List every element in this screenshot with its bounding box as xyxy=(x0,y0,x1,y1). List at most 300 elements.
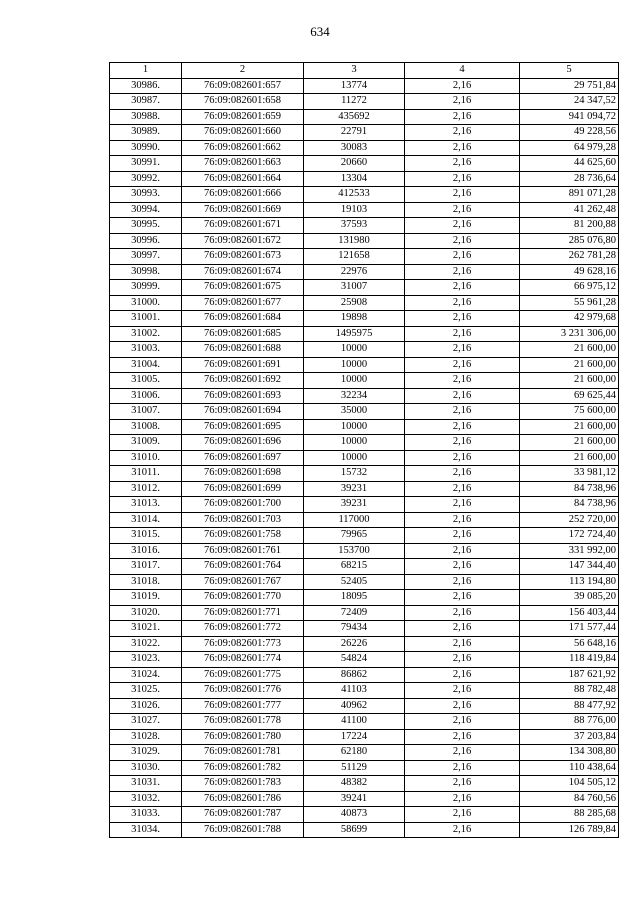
row-number-cell: 31015. xyxy=(110,528,182,544)
area-cell: 48382 xyxy=(304,776,405,792)
amount-cell: 110 438,64 xyxy=(520,760,619,776)
rate-cell: 2,16 xyxy=(405,745,520,761)
row-number-cell: 30996. xyxy=(110,233,182,249)
area-cell: 13774 xyxy=(304,78,405,94)
cadastral-number-cell: 76:09:082601:783 xyxy=(182,776,304,792)
area-cell: 25908 xyxy=(304,295,405,311)
row-number-cell: 31024. xyxy=(110,667,182,683)
row-number-cell: 31022. xyxy=(110,636,182,652)
area-cell: 13304 xyxy=(304,171,405,187)
amount-cell: 21 600,00 xyxy=(520,435,619,451)
amount-cell: 33 981,12 xyxy=(520,466,619,482)
table-row xyxy=(110,326,619,342)
area-cell: 68215 xyxy=(304,559,405,575)
row-number-cell: 31020. xyxy=(110,605,182,621)
area-cell: 79434 xyxy=(304,621,405,637)
row-number-cell: 31029. xyxy=(110,745,182,761)
table-row xyxy=(110,357,619,373)
rate-cell: 2,16 xyxy=(405,94,520,110)
row-number-cell: 31027. xyxy=(110,714,182,730)
table-row xyxy=(110,78,619,94)
rate-cell: 2,16 xyxy=(405,714,520,730)
row-number-cell: 30988. xyxy=(110,109,182,125)
amount-cell: 69 625,44 xyxy=(520,388,619,404)
table-row xyxy=(110,714,619,730)
rate-cell: 2,16 xyxy=(405,357,520,373)
column-header-2: 2 xyxy=(182,63,304,79)
area-cell: 41103 xyxy=(304,683,405,699)
area-cell: 435692 xyxy=(304,109,405,125)
rate-cell: 2,16 xyxy=(405,326,520,342)
table-row xyxy=(110,621,619,637)
area-cell: 37593 xyxy=(304,218,405,234)
amount-cell: 49 628,16 xyxy=(520,264,619,280)
cadastral-number-cell: 76:09:082601:666 xyxy=(182,187,304,203)
table-row xyxy=(110,497,619,513)
row-number-cell: 31018. xyxy=(110,574,182,590)
table-row xyxy=(110,590,619,606)
table-row xyxy=(110,140,619,156)
row-number-cell: 31004. xyxy=(110,357,182,373)
area-cell: 19898 xyxy=(304,311,405,327)
amount-cell: 88 285,68 xyxy=(520,807,619,823)
table-row xyxy=(110,807,619,823)
cadastral-number-cell: 76:09:082601:770 xyxy=(182,590,304,606)
row-number-cell: 31009. xyxy=(110,435,182,451)
row-number-cell: 30991. xyxy=(110,156,182,172)
amount-cell: 104 505,12 xyxy=(520,776,619,792)
cadastral-number-cell: 76:09:082601:786 xyxy=(182,791,304,807)
cadastral-number-cell: 76:09:082601:780 xyxy=(182,729,304,745)
table-row xyxy=(110,776,619,792)
row-number-cell: 30992. xyxy=(110,171,182,187)
cadastral-number-cell: 76:09:082601:773 xyxy=(182,636,304,652)
rate-cell: 2,16 xyxy=(405,156,520,172)
table-body xyxy=(110,78,619,838)
table-row xyxy=(110,528,619,544)
row-number-cell: 31032. xyxy=(110,791,182,807)
amount-cell: 84 760,56 xyxy=(520,791,619,807)
rate-cell: 2,16 xyxy=(405,295,520,311)
rate-cell: 2,16 xyxy=(405,450,520,466)
table-header-row xyxy=(110,63,619,79)
rate-cell: 2,16 xyxy=(405,109,520,125)
amount-cell: 81 200,88 xyxy=(520,218,619,234)
area-cell: 22976 xyxy=(304,264,405,280)
rate-cell: 2,16 xyxy=(405,636,520,652)
cadastral-number-cell: 76:09:082601:675 xyxy=(182,280,304,296)
row-number-cell: 31025. xyxy=(110,683,182,699)
cadastral-number-cell: 76:09:082601:764 xyxy=(182,559,304,575)
row-number-cell: 30998. xyxy=(110,264,182,280)
cadastral-number-cell: 76:09:082601:777 xyxy=(182,698,304,714)
row-number-cell: 30993. xyxy=(110,187,182,203)
amount-cell: 56 648,16 xyxy=(520,636,619,652)
amount-cell: 24 347,52 xyxy=(520,94,619,110)
row-number-cell: 31028. xyxy=(110,729,182,745)
table-row xyxy=(110,683,619,699)
cadastral-number-cell: 76:09:082601:658 xyxy=(182,94,304,110)
rate-cell: 2,16 xyxy=(405,807,520,823)
rate-cell: 2,16 xyxy=(405,187,520,203)
rate-cell: 2,16 xyxy=(405,202,520,218)
area-cell: 35000 xyxy=(304,404,405,420)
rate-cell: 2,16 xyxy=(405,311,520,327)
rate-cell: 2,16 xyxy=(405,822,520,838)
table-row xyxy=(110,822,619,838)
table-row xyxy=(110,218,619,234)
amount-cell: 134 308,80 xyxy=(520,745,619,761)
area-cell: 22791 xyxy=(304,125,405,141)
row-number-cell: 31034. xyxy=(110,822,182,838)
area-cell: 153700 xyxy=(304,543,405,559)
amount-cell: 113 194,80 xyxy=(520,574,619,590)
table-row xyxy=(110,419,619,435)
cadastral-number-cell: 76:09:082601:694 xyxy=(182,404,304,420)
amount-cell: 171 577,44 xyxy=(520,621,619,637)
table-row xyxy=(110,404,619,420)
area-cell: 39231 xyxy=(304,497,405,513)
amount-cell: 41 262,48 xyxy=(520,202,619,218)
cadastral-number-cell: 76:09:082601:700 xyxy=(182,497,304,513)
amount-cell: 66 975,12 xyxy=(520,280,619,296)
row-number-cell: 31008. xyxy=(110,419,182,435)
amount-cell: 21 600,00 xyxy=(520,419,619,435)
amount-cell: 147 344,40 xyxy=(520,559,619,575)
area-cell: 39241 xyxy=(304,791,405,807)
cadastral-number-cell: 76:09:082601:771 xyxy=(182,605,304,621)
amount-cell: 891 071,28 xyxy=(520,187,619,203)
table-row xyxy=(110,466,619,482)
table-row xyxy=(110,543,619,559)
area-cell: 54824 xyxy=(304,652,405,668)
row-number-cell: 31023. xyxy=(110,652,182,668)
table-row xyxy=(110,435,619,451)
row-number-cell: 31017. xyxy=(110,559,182,575)
rate-cell: 2,16 xyxy=(405,342,520,358)
cadastral-number-cell: 76:09:082601:697 xyxy=(182,450,304,466)
cadastral-number-cell: 76:09:082601:696 xyxy=(182,435,304,451)
row-number-cell: 31026. xyxy=(110,698,182,714)
table-row xyxy=(110,791,619,807)
cadastral-number-cell: 76:09:082601:693 xyxy=(182,388,304,404)
area-cell: 58699 xyxy=(304,822,405,838)
table-row xyxy=(110,636,619,652)
row-number-cell: 31003. xyxy=(110,342,182,358)
data-table xyxy=(109,62,619,838)
rate-cell: 2,16 xyxy=(405,249,520,265)
cadastral-number-cell: 76:09:082601:695 xyxy=(182,419,304,435)
cadastral-number-cell: 76:09:082601:688 xyxy=(182,342,304,358)
cadastral-number-cell: 76:09:082601:774 xyxy=(182,652,304,668)
amount-cell: 44 625,60 xyxy=(520,156,619,172)
amount-cell: 252 720,00 xyxy=(520,512,619,528)
rate-cell: 2,16 xyxy=(405,652,520,668)
rate-cell: 2,16 xyxy=(405,435,520,451)
rate-cell: 2,16 xyxy=(405,171,520,187)
area-cell: 30083 xyxy=(304,140,405,156)
amount-cell: 88 776,00 xyxy=(520,714,619,730)
area-cell: 10000 xyxy=(304,435,405,451)
area-cell: 32234 xyxy=(304,388,405,404)
amount-cell: 941 094,72 xyxy=(520,109,619,125)
amount-cell: 37 203,84 xyxy=(520,729,619,745)
rate-cell: 2,16 xyxy=(405,621,520,637)
cadastral-number-cell: 76:09:082601:699 xyxy=(182,481,304,497)
row-number-cell: 31031. xyxy=(110,776,182,792)
cadastral-number-cell: 76:09:082601:787 xyxy=(182,807,304,823)
amount-cell: 21 600,00 xyxy=(520,450,619,466)
cadastral-number-cell: 76:09:082601:758 xyxy=(182,528,304,544)
cadastral-number-cell: 76:09:082601:772 xyxy=(182,621,304,637)
amount-cell: 88 782,48 xyxy=(520,683,619,699)
table-row xyxy=(110,760,619,776)
area-cell: 51129 xyxy=(304,760,405,776)
table-row xyxy=(110,342,619,358)
cadastral-number-cell: 76:09:082601:660 xyxy=(182,125,304,141)
cadastral-number-cell: 76:09:082601:664 xyxy=(182,171,304,187)
cadastral-number-cell: 76:09:082601:703 xyxy=(182,512,304,528)
rate-cell: 2,16 xyxy=(405,419,520,435)
table-row xyxy=(110,481,619,497)
area-cell: 72409 xyxy=(304,605,405,621)
table-row xyxy=(110,171,619,187)
table-row xyxy=(110,249,619,265)
amount-cell: 29 751,84 xyxy=(520,78,619,94)
amount-cell: 64 979,28 xyxy=(520,140,619,156)
cadastral-number-cell: 76:09:082601:767 xyxy=(182,574,304,590)
cadastral-number-cell: 76:09:082601:677 xyxy=(182,295,304,311)
table-row xyxy=(110,311,619,327)
cadastral-number-cell: 76:09:082601:685 xyxy=(182,326,304,342)
table-row xyxy=(110,202,619,218)
table-row xyxy=(110,388,619,404)
rate-cell: 2,16 xyxy=(405,280,520,296)
cadastral-number-cell: 76:09:082601:669 xyxy=(182,202,304,218)
area-cell: 121658 xyxy=(304,249,405,265)
table-row xyxy=(110,667,619,683)
table-row xyxy=(110,729,619,745)
row-number-cell: 31021. xyxy=(110,621,182,637)
amount-cell: 49 228,56 xyxy=(520,125,619,141)
table-row xyxy=(110,264,619,280)
area-cell: 11272 xyxy=(304,94,405,110)
area-cell: 39231 xyxy=(304,481,405,497)
cadastral-number-cell: 76:09:082601:782 xyxy=(182,760,304,776)
amount-cell: 285 076,80 xyxy=(520,233,619,249)
amount-cell: 187 621,92 xyxy=(520,667,619,683)
area-cell: 10000 xyxy=(304,357,405,373)
cadastral-number-cell: 76:09:082601:672 xyxy=(182,233,304,249)
area-cell: 79965 xyxy=(304,528,405,544)
rate-cell: 2,16 xyxy=(405,481,520,497)
cadastral-number-cell: 76:09:082601:673 xyxy=(182,249,304,265)
rate-cell: 2,16 xyxy=(405,140,520,156)
row-number-cell: 31006. xyxy=(110,388,182,404)
area-cell: 412533 xyxy=(304,187,405,203)
area-cell: 40873 xyxy=(304,807,405,823)
rate-cell: 2,16 xyxy=(405,574,520,590)
rate-cell: 2,16 xyxy=(405,667,520,683)
area-cell: 10000 xyxy=(304,419,405,435)
cadastral-number-cell: 76:09:082601:671 xyxy=(182,218,304,234)
table-row xyxy=(110,605,619,621)
column-header-3: 3 xyxy=(304,63,405,79)
amount-cell: 75 600,00 xyxy=(520,404,619,420)
cadastral-number-cell: 76:09:082601:674 xyxy=(182,264,304,280)
cadastral-number-cell: 76:09:082601:698 xyxy=(182,466,304,482)
row-number-cell: 31007. xyxy=(110,404,182,420)
rate-cell: 2,16 xyxy=(405,466,520,482)
table-row xyxy=(110,745,619,761)
area-cell: 10000 xyxy=(304,450,405,466)
amount-cell: 331 992,00 xyxy=(520,543,619,559)
area-cell: 86862 xyxy=(304,667,405,683)
amount-cell: 262 781,28 xyxy=(520,249,619,265)
rate-cell: 2,16 xyxy=(405,512,520,528)
row-number-cell: 31010. xyxy=(110,450,182,466)
row-number-cell: 31016. xyxy=(110,543,182,559)
area-cell: 117000 xyxy=(304,512,405,528)
rate-cell: 2,16 xyxy=(405,760,520,776)
row-number-cell: 31001. xyxy=(110,311,182,327)
rate-cell: 2,16 xyxy=(405,388,520,404)
cadastral-number-cell: 76:09:082601:781 xyxy=(182,745,304,761)
amount-cell: 21 600,00 xyxy=(520,342,619,358)
row-number-cell: 30987. xyxy=(110,94,182,110)
amount-cell: 84 738,96 xyxy=(520,481,619,497)
table-row xyxy=(110,125,619,141)
table-row xyxy=(110,574,619,590)
rate-cell: 2,16 xyxy=(405,78,520,94)
column-header-4: 4 xyxy=(405,63,520,79)
cadastral-number-cell: 76:09:082601:776 xyxy=(182,683,304,699)
row-number-cell: 31011. xyxy=(110,466,182,482)
rate-cell: 2,16 xyxy=(405,729,520,745)
rate-cell: 2,16 xyxy=(405,264,520,280)
row-number-cell: 31014. xyxy=(110,512,182,528)
row-number-cell: 31012. xyxy=(110,481,182,497)
area-cell: 10000 xyxy=(304,373,405,389)
row-number-cell: 31030. xyxy=(110,760,182,776)
row-number-cell: 30994. xyxy=(110,202,182,218)
cadastral-number-cell: 76:09:082601:657 xyxy=(182,78,304,94)
area-cell: 10000 xyxy=(304,342,405,358)
cadastral-number-cell: 76:09:082601:659 xyxy=(182,109,304,125)
cadastral-number-cell: 76:09:082601:778 xyxy=(182,714,304,730)
area-cell: 18095 xyxy=(304,590,405,606)
row-number-cell: 31019. xyxy=(110,590,182,606)
rate-cell: 2,16 xyxy=(405,559,520,575)
table-row xyxy=(110,450,619,466)
cadastral-number-cell: 76:09:082601:684 xyxy=(182,311,304,327)
cadastral-number-cell: 76:09:082601:788 xyxy=(182,822,304,838)
cadastral-number-cell: 76:09:082601:761 xyxy=(182,543,304,559)
area-cell: 26226 xyxy=(304,636,405,652)
table-row xyxy=(110,94,619,110)
table-row xyxy=(110,512,619,528)
amount-cell: 42 979,68 xyxy=(520,311,619,327)
table-row xyxy=(110,156,619,172)
amount-cell: 172 724,40 xyxy=(520,528,619,544)
row-number-cell: 30995. xyxy=(110,218,182,234)
rate-cell: 2,16 xyxy=(405,125,520,141)
page-number: 634 xyxy=(310,24,330,39)
area-cell: 131980 xyxy=(304,233,405,249)
rate-cell: 2,16 xyxy=(405,404,520,420)
area-cell: 19103 xyxy=(304,202,405,218)
area-cell: 41100 xyxy=(304,714,405,730)
rate-cell: 2,16 xyxy=(405,605,520,621)
area-cell: 20660 xyxy=(304,156,405,172)
table-row xyxy=(110,109,619,125)
area-cell: 62180 xyxy=(304,745,405,761)
rate-cell: 2,16 xyxy=(405,683,520,699)
table-row xyxy=(110,187,619,203)
amount-cell: 28 736,64 xyxy=(520,171,619,187)
amount-cell: 3 231 306,00 xyxy=(520,326,619,342)
row-number-cell: 31000. xyxy=(110,295,182,311)
row-number-cell: 30999. xyxy=(110,280,182,296)
amount-cell: 21 600,00 xyxy=(520,357,619,373)
cadastral-number-cell: 76:09:082601:775 xyxy=(182,667,304,683)
column-header-1: 1 xyxy=(110,63,182,79)
row-number-cell: 30990. xyxy=(110,140,182,156)
rate-cell: 2,16 xyxy=(405,590,520,606)
amount-cell: 118 419,84 xyxy=(520,652,619,668)
area-cell: 31007 xyxy=(304,280,405,296)
cadastral-number-cell: 76:09:082601:691 xyxy=(182,357,304,373)
area-cell: 1495975 xyxy=(304,326,405,342)
cadastral-number-cell: 76:09:082601:663 xyxy=(182,156,304,172)
row-number-cell: 30986. xyxy=(110,78,182,94)
rate-cell: 2,16 xyxy=(405,218,520,234)
rate-cell: 2,16 xyxy=(405,776,520,792)
amount-cell: 21 600,00 xyxy=(520,373,619,389)
column-header-5: 5 xyxy=(520,63,619,79)
area-cell: 52405 xyxy=(304,574,405,590)
table-row xyxy=(110,698,619,714)
area-cell: 15732 xyxy=(304,466,405,482)
table-row xyxy=(110,233,619,249)
rate-cell: 2,16 xyxy=(405,791,520,807)
row-number-cell: 31002. xyxy=(110,326,182,342)
row-number-cell: 31005. xyxy=(110,373,182,389)
area-cell: 40962 xyxy=(304,698,405,714)
row-number-cell: 30997. xyxy=(110,249,182,265)
table-row xyxy=(110,373,619,389)
amount-cell: 55 961,28 xyxy=(520,295,619,311)
table-row xyxy=(110,652,619,668)
cadastral-number-cell: 76:09:082601:692 xyxy=(182,373,304,389)
rate-cell: 2,16 xyxy=(405,233,520,249)
rate-cell: 2,16 xyxy=(405,528,520,544)
table-row xyxy=(110,559,619,575)
amount-cell: 88 477,92 xyxy=(520,698,619,714)
row-number-cell: 31033. xyxy=(110,807,182,823)
rate-cell: 2,16 xyxy=(405,543,520,559)
rate-cell: 2,16 xyxy=(405,698,520,714)
row-number-cell: 31013. xyxy=(110,497,182,513)
rate-cell: 2,16 xyxy=(405,497,520,513)
cadastral-number-cell: 76:09:082601:662 xyxy=(182,140,304,156)
row-number-cell: 30989. xyxy=(110,125,182,141)
amount-cell: 126 789,84 xyxy=(520,822,619,838)
table-row xyxy=(110,295,619,311)
amount-cell: 39 085,20 xyxy=(520,590,619,606)
amount-cell: 84 738,96 xyxy=(520,497,619,513)
area-cell: 17224 xyxy=(304,729,405,745)
